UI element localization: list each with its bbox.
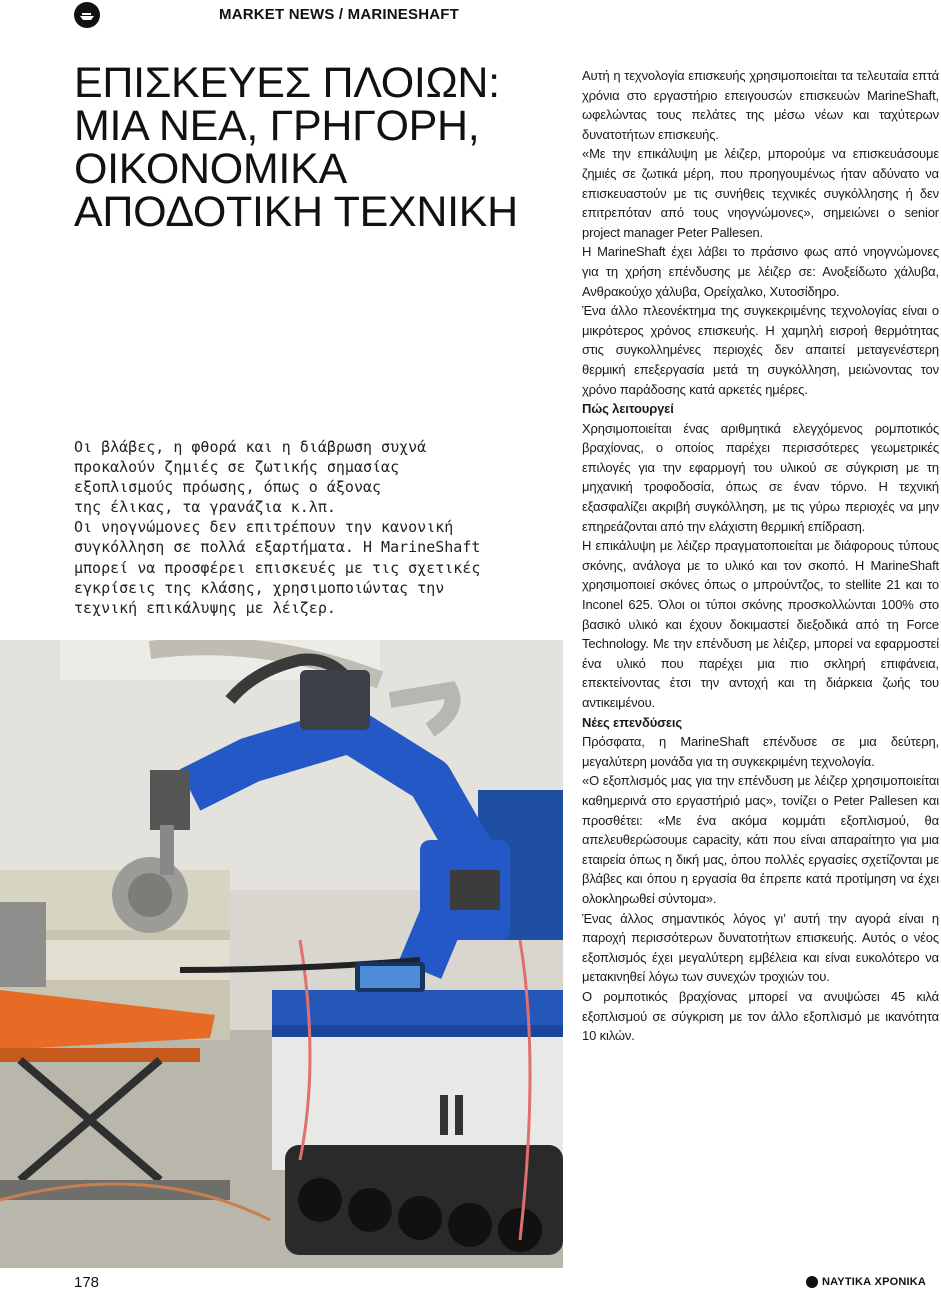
headline-line: ΑΠΟΔΟΤΙΚΗ ΤΕΧΝΙΚΗ [74,188,518,236]
boat-icon [74,2,100,28]
lead-line: μπορεί να προσφέρει επισκευές με τις σχετικές [74,558,481,577]
body-paragraph: «Με την επικάλυψη με λέιζερ, μπορούμε να επισκευάσουμε ζημιές σε ζωτικά μέρη, που προηγουμένως ήταν αδύνατο να επισκευαστούν με τις συνήθεις τεχνικές συγκόλλησης ή δεν επιτρεπόταν από τους νηογνώμονες», σημειώνει ο senior project manager Peter Pallesen. [582,146,939,240]
lead-line: εξοπλισμούς πρόωσης, όπως ο άξονας [74,478,382,497]
section-label: MARKET NEWS / MARINESHAFT [219,6,459,23]
lead-line: συγκόλληση σε πολλά εξαρτήματα. Η MarineShaft [74,538,481,557]
body-paragraph: «Ο εξοπλισμός μας για την επένδυση με λέιζερ χρησιμοποιείται καθημερινά στο εργαστήριό μας», τονίζει ο Peter Pallesen και προσθέτει: «Με ένα ακόμα κομμάτι εξοπλισμού, θα απελευθερώσουμε capacity, κάτι που είναι απαραίτητο για μια εταιρεία όπως η δική μας, όπου πολλές εργασίες σχετίζονται με βλάβες και όπου η εργασία θα έπρεπε κατά προτίμηση να έχει ολοκληρωθεί σύντομα». [582,773,939,906]
body-paragraph: Η MarineShaft έχει λάβει το πράσινο φως από νηογνώμονες για τη χρήση επένδυσης με λέιζερ σε: Ανοξείδωτο χάλυβα, Ανθρακούχο χάλυβα, Ορείχαλκο, Χυτοσίδηρο. [582,244,939,299]
body-paragraph: Αυτή η τεχνολογία επισκευής χρησιμοποιείται τα τελευταία επτά χρόνια στο εργαστήριο επειγουσών επισκευών MarineShaft, ωφελώντας τους πελάτες της μέσω νέων και ταχύτερων δυνατοτήτων επισκευής. [582,68,939,142]
lead-line: εγκρίσεις της κλάσης, χρησιμοποιώντας την [74,578,445,597]
lead-line: Οι νηογνώμονες δεν επιτρέπουν την κανονική [74,518,454,537]
headline-line: ΟΙΚΟΝΟΜΙΚΑ [74,145,347,193]
lead-line: Οι βλάβες, η φθορά και η διάβρωση συχνά [74,438,427,456]
lead-line: προκαλούν ζημιές σε ζωτικής σημασίας [74,458,400,477]
body-paragraph: Ένας άλλος σημαντικός λόγος γι’ αυτή την αγορά είναι η παροχή περισσότερων δυνατοτήτων επισκευής. Αυτός ο νέος εξοπλισμός έχει μεγαλύτερη εμβέλεια και είναι ευκολότερο να μετακινηθεί λόγω των συνεχών τροχιών του. [582,910,939,985]
body-paragraph: Πρόσφατα, η MarineShaft επένδυσε σε μια δεύτερη, μεγαλύτερη μονάδα για τη συγκεκριμένη τεχνολογία. [582,734,939,769]
brand-logo-icon [806,1276,818,1288]
body-paragraph: Η επικάλυψη με λέιζερ πραγματοποιείται με διάφορους τύπους σκόνης, ανάλογα με το υλικό και τον σκοπό. Η MarineShaft χρησιμοποιεί σκόνες όπως ο μπρούντζος, το stellite 21 και το Inconel 625. Όλοι οι τύποι σκόνης προσκολλώνται 100% στο βασικό υλικό και έχουν δοκιμαστεί διεξοδικά από τη Force Technology. Με την επένδυση με λέιζερ, μπορεί να εφαρμοστεί ένα υλικό που παρέχει μια πιο σκληρή επιφάνεια, επεκτείνοντας έτσι την αντοχή και τη διάρκεια ζωής του αντικειμένου. [582,538,939,710]
laser-robot-photo [0,640,563,1268]
lead-paragraph [74,437,526,618]
brand-name: ΝΑΥΤΙΚΑ ΧΡΟΝΙΚΑ [822,1276,927,1288]
subheading: Νέες επενδύσεις [582,714,682,730]
headline [74,59,554,236]
subheading: Πώς λειτουργεί [582,401,674,417]
body-paragraph: Ένα άλλο πλεονέκτημα της συγκεκριμένης τεχνολογίας είναι ο μικρότερος χρόνος επισκευής. Η χαμηλή εισροή θερμότητας στις συγκολλημένες περιοχές δεν απαιτεί μεταγενέστερη θερμική επεξεργασία μετά τη συγκόλληση, μειώνοντας τον χρόνο παράδοσης κατά αρκετές ημέρες. [582,303,939,397]
headline-line: ΜΙΑ ΝΕΑ, ΓΡΗΓΟΡΗ, [74,102,480,150]
publication-brand [806,1276,926,1288]
body-paragraph: Ο ρομποτικός βραχίονας μπορεί να ανυψώσει 45 κιλά εξοπλισμού σε σύγκριση με τον άλλο εξοπλισμό με ικανότητα 10 κιλών. [582,988,939,1044]
body-paragraph: Χρησιμοποιείται ένας αριθμητικά ελεγχόμενος ρομποτικός βραχίονας, ο οποίος παρέχει περισσότερες γεωμετρικές επιλογές για την εφαρμογή του υλικού σε σύγκριση με τη μηχανική τροφοδοσία, όπως σε έναν τόρνο. Η τεχνική εξασφαλίζει ακριβή συγκόλληση, με τις γύρω περιοχές να μην επηρεάζονται από την ελάχιστη θερμική επίδραση. [582,420,939,534]
body-column [582,66,939,1046]
section-badge [74,2,100,28]
lead-line: τεχνική επικάλυψης με λέιζερ. [74,598,336,617]
lead-line: της έλικας, τα γρανάζια κ.λπ. [74,498,336,517]
page-number: 178 [74,1274,100,1291]
headline-line: ΕΠΙΣΚΕΥΕΣ ΠΛΟΙΩΝ: [74,59,500,107]
